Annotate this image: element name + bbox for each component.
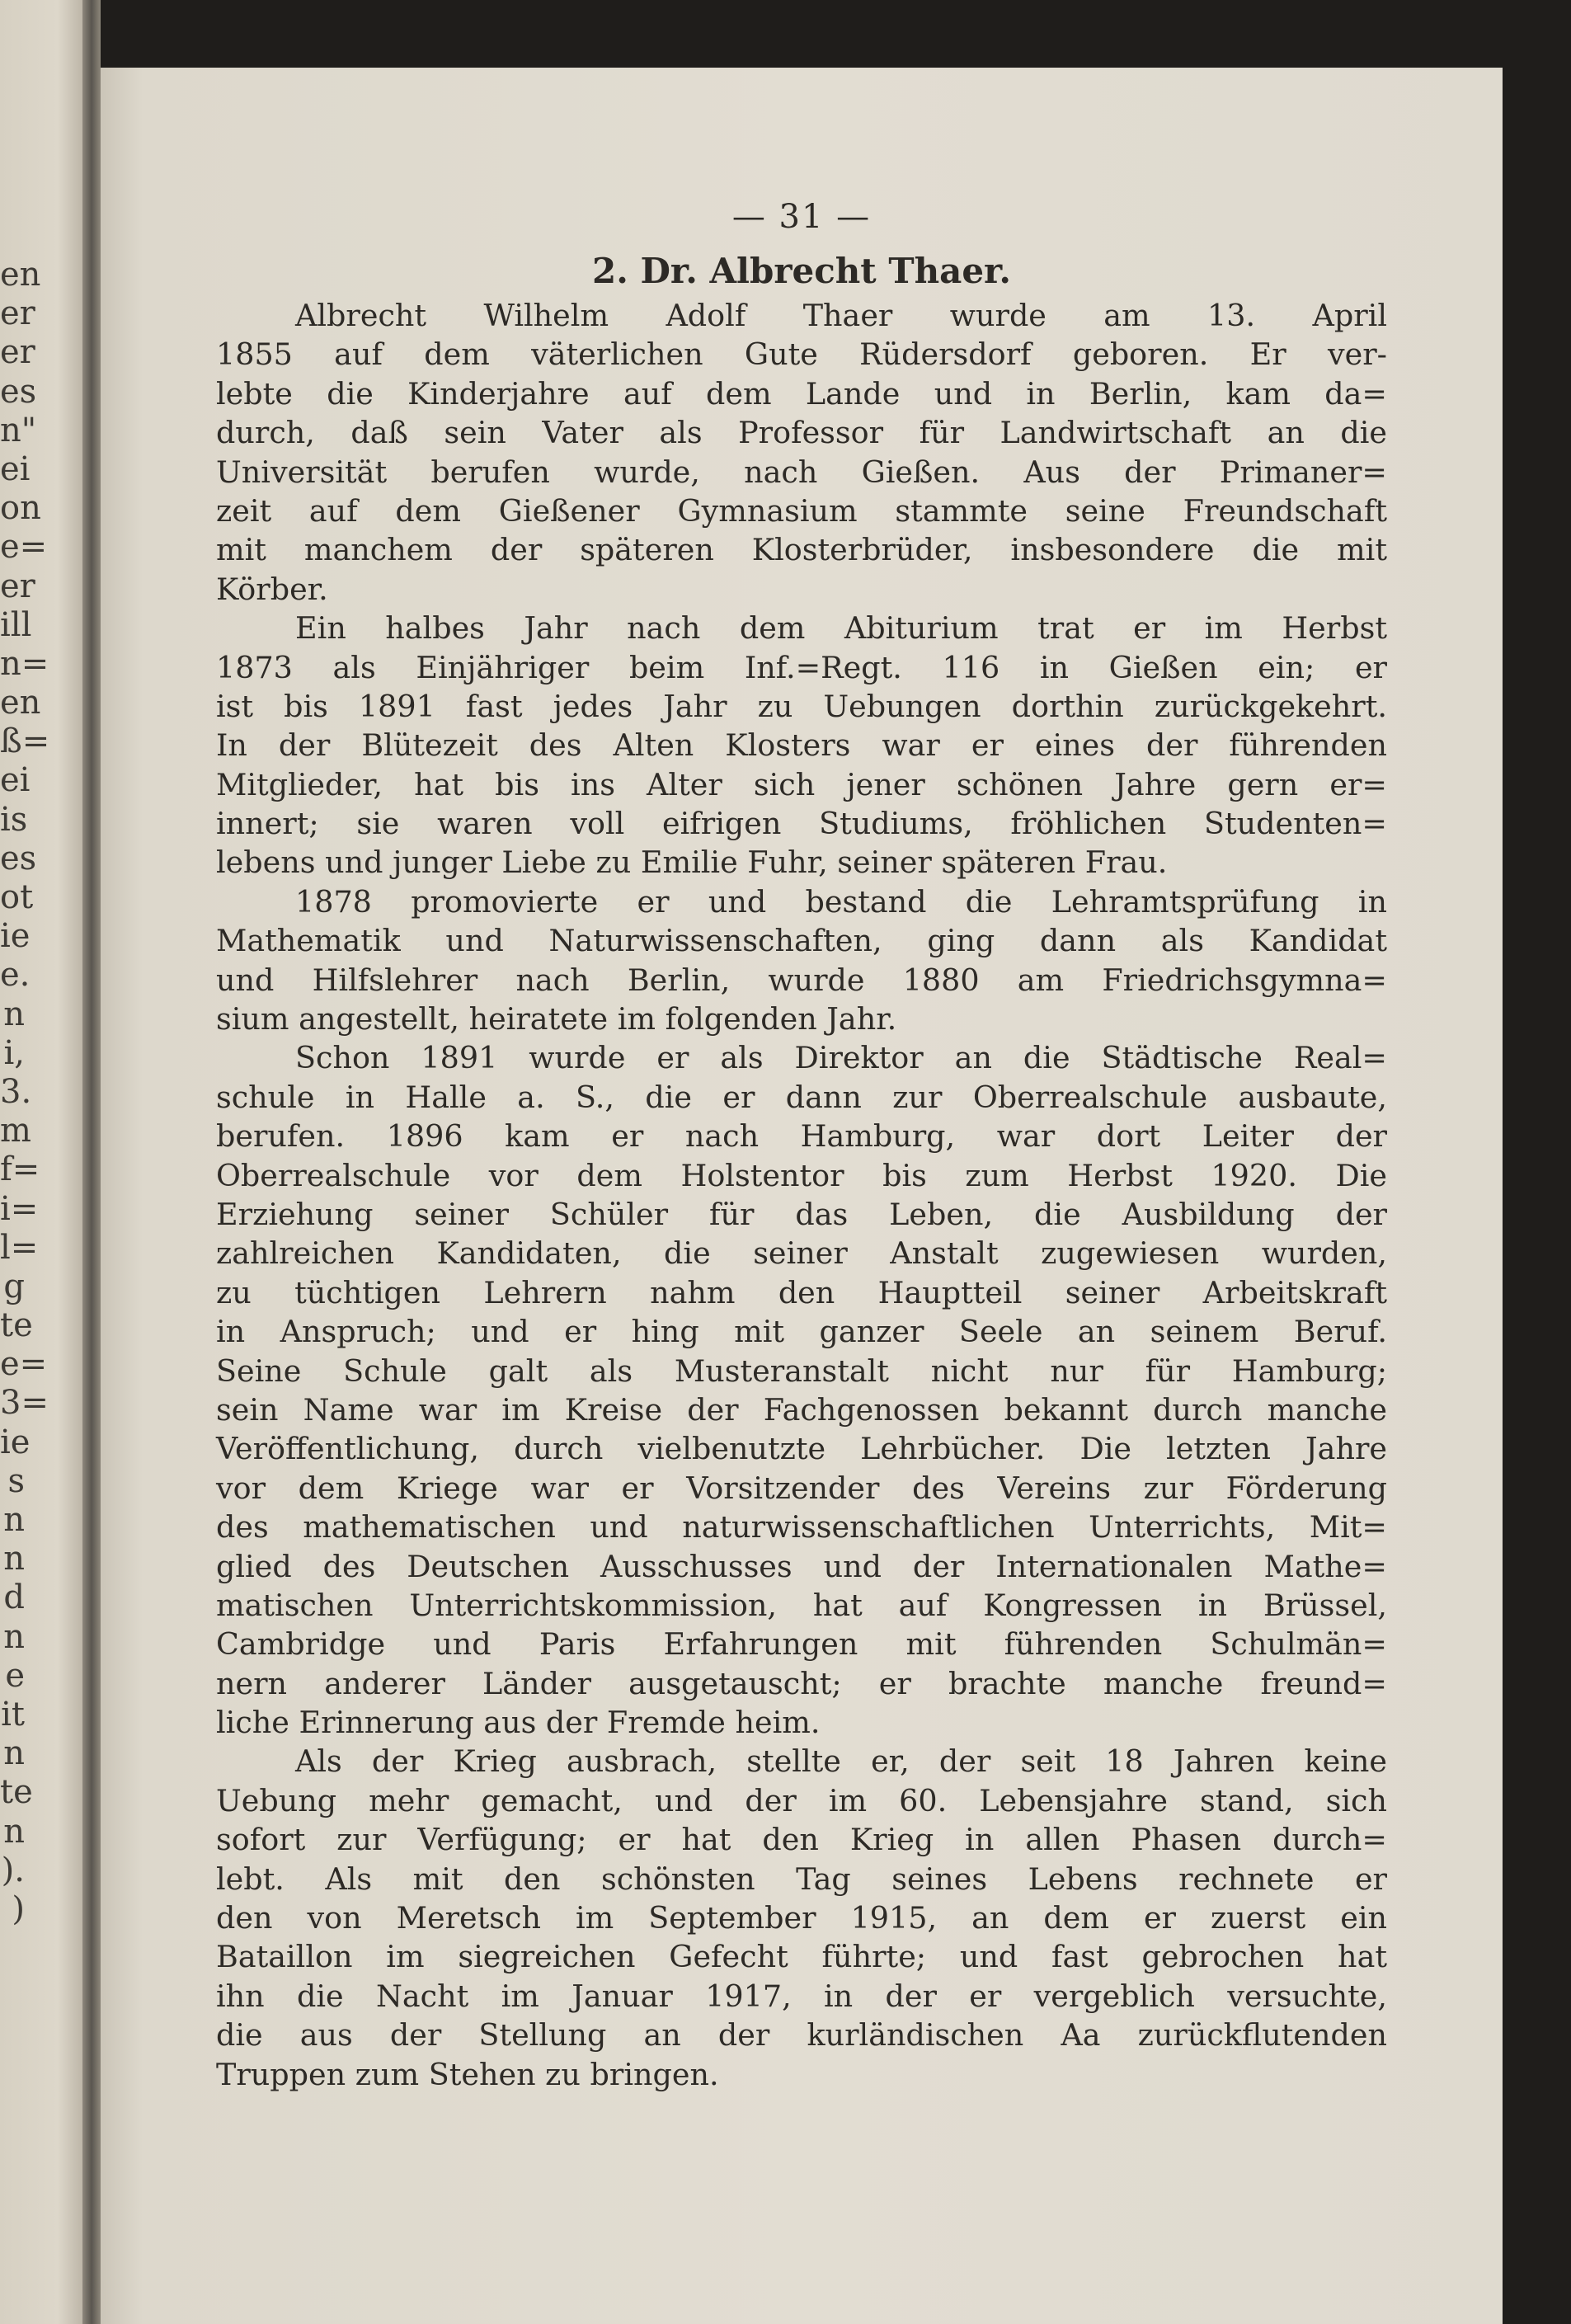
text-line: und Hilfslehrer nach Berlin, wurde 1880 am Friedrichsgymna= (216, 962, 1387, 998)
text-line: ihn die Nacht im Januar 1917, in der er vergeblich versuchte, (216, 1978, 1387, 2014)
facing-page-fragment: n" (0, 411, 37, 449)
book-page (101, 68, 1503, 2324)
facing-page-fragment: f= (0, 1150, 40, 1189)
text-line: Albrecht Wilhelm Adolf Thaer wurde am 13. April (295, 298, 1387, 333)
text-line: lebens und junger Liebe zu Emilie Fuhr, seiner späteren Frau. (216, 844, 1168, 881)
facing-page-fragment: e= (0, 528, 48, 567)
text-line: berufen. 1896 kam er nach Hamburg, war dort Leiter der (216, 1118, 1387, 1155)
text-line: schule in Halle a. S., die er dann zur Oberrealschule ausbaute, (216, 1079, 1387, 1115)
text-line: Mitglieder, hat bis ins Alter sich jener schönen Jahre gern er= (216, 766, 1387, 802)
facing-page-fragment: n (3, 1501, 25, 1539)
facing-page-fragment: es (0, 372, 37, 411)
paragraph (216, 1038, 1387, 1742)
text-line: matischen Unterrichtskommission, hat auf Kongressen in Brüssel, (216, 1587, 1387, 1623)
facing-page-fragment: 3= (0, 1384, 49, 1423)
text-line: zeit auf dem Gießener Gymnasium stammte seine Freundschaft (216, 492, 1387, 529)
section-heading: 2. Dr. Albrecht Thaer. (592, 251, 1011, 291)
facing-page-fragment: ot (0, 878, 34, 916)
text-line: den von Meretsch im September 1915, an dem er zuerst ein (216, 1900, 1387, 1936)
facing-page-fragment: n (3, 1540, 25, 1578)
facing-page-fragment: i, (3, 1033, 25, 1072)
text-line: sium angestellt, heiratete im folgenden Jahr. (216, 1001, 897, 1037)
text-line: des mathematischen und naturwissenschaftlichen Unterrichts, Mit= (216, 1509, 1387, 1545)
facing-page-fragment: ) (12, 1889, 25, 1928)
facing-page-fragment: l= (0, 1228, 39, 1267)
text-line: zu tüchtigen Lehrern nahm den Hauptteil seiner Arbeitskraft (216, 1274, 1387, 1310)
text-line: zahlreichen Kandidaten, die seiner Anstalt zugewiesen wurden, (216, 1235, 1387, 1272)
text-line: die aus der Stellung an der kurländischen Aa zurückflutenden (216, 2017, 1387, 2053)
text-line: In der Blütezeit des Alten Klosters war er eines der führenden (216, 727, 1387, 764)
text-line: Mathematik und Naturwissenschaften, ging dann als Kandidat (216, 923, 1387, 959)
facing-page-fragment: ei (0, 761, 31, 800)
text-line: 1878 promovierte er und bestand die Lehramtsprüfung in (295, 883, 1387, 920)
text-line: lebt. Als mit den schönsten Tag seines Lebens rechnete er (216, 1861, 1387, 1897)
text-line: lebte die Kinderjahre auf dem Lande und in Berlin, kam da= (216, 375, 1387, 412)
book-gutter (82, 0, 101, 2324)
facing-page-fragment: m (0, 1112, 31, 1150)
text-line: 1873 als Einjähriger beim Inf.=Regt. 116 in Gießen ein; er (216, 649, 1387, 685)
facing-page-fragment: s (7, 1461, 25, 1500)
facing-page-fragment: en (0, 684, 41, 722)
facing-page-fragment: e= (0, 1345, 48, 1384)
body-text (216, 296, 1387, 2094)
text-line: Ein halbes Jahr nach dem Abiturium trat er im Herbst (295, 610, 1387, 647)
facing-page-text-fragments (0, 256, 50, 1929)
text-line: innert; sie waren voll eifrigen Studiums, fröhlichen Studenten= (216, 806, 1387, 842)
paragraph (216, 1742, 1387, 2094)
facing-page-fragment: ie (0, 1423, 31, 1461)
text-line: mit manchem der späteren Klosterbrüder, insbesondere die mit (216, 532, 1387, 568)
text-line: in Anspruch; und er hing mit ganzer Seele an seinem Beruf. (216, 1314, 1387, 1350)
text-line: liche Erinnerung aus der Fremde heim. (216, 1705, 821, 1741)
text-line: Als der Krieg ausbrach, stellte er, der seit 18 Jahren keine (295, 1743, 1387, 1780)
paragraph (216, 882, 1387, 1039)
facing-page-fragment: ill (0, 605, 32, 644)
text-line: Körber. (216, 571, 328, 607)
facing-page-fragment: on (0, 489, 41, 528)
text-line: Erziehung seiner Schüler für das Leben, die Ausbildung der (216, 1196, 1387, 1232)
text-line: Truppen zum Stehen zu bringen. (216, 2056, 719, 2092)
facing-page-fragment: es (0, 839, 37, 877)
facing-page-fragment: er (0, 294, 35, 333)
paragraph (216, 296, 1387, 609)
text-line: Schon 1891 wurde er als Direktor an die Städtische Real= (295, 1040, 1387, 1076)
facing-page-fragment: e (5, 1656, 25, 1695)
text-line: Seine Schule galt als Musteranstalt nicht nur für Hamburg; (216, 1353, 1387, 1389)
facing-page-fragment: er (0, 567, 35, 605)
facing-page-fragment: n (3, 1812, 25, 1851)
facing-page-fragment: ). (1, 1851, 25, 1889)
page-number: — 31 — (731, 198, 872, 236)
facing-page-fragment: it (1, 1695, 25, 1734)
paragraph (216, 609, 1387, 882)
text-line: Cambridge und Paris Erfahrungen mit führenden Schulmän= (216, 1626, 1387, 1663)
text-line: sofort zur Verfügung; er hat den Krieg in allen Phasen durch= (216, 1822, 1387, 1858)
text-line: Veröffentlichung, durch vielbenutzte Lehrbücher. Die letzten Jahre (216, 1431, 1387, 1467)
text-line: 1855 auf dem väterlichen Gute Rüdersdorf geboren. Er ver- (216, 336, 1387, 373)
facing-page-fragment: is (0, 800, 28, 839)
facing-page-fragment: ie (0, 917, 31, 956)
text-line: ist bis 1891 fast jedes Jahr zu Uebungen dorthin zurückgekehrt. (216, 688, 1387, 724)
text-line: glied des Deutschen Ausschusses und der Internationalen Mathe= (216, 1548, 1387, 1584)
facing-page-fragment: n (3, 1734, 25, 1773)
text-line: sein Name war im Kreise der Fachgenossen bekannt durch manche (216, 1391, 1387, 1428)
facing-page-fragment: n= (0, 644, 49, 683)
facing-page (0, 0, 82, 2324)
facing-page-fragment: n (3, 1617, 25, 1656)
text-line: Oberrealschule vor dem Holstentor bis zum Herbst 1920. Die (216, 1157, 1387, 1193)
facing-page-fragment: n (3, 995, 25, 1033)
text-line: Uebung mehr gemacht, und der im 60. Lebensjahre stand, sich (216, 1782, 1387, 1818)
text-line: durch, daß sein Vater als Professor für Landwirtschaft an die (216, 415, 1387, 451)
facing-page-fragment: en (0, 256, 41, 294)
facing-page-fragment: i= (0, 1189, 39, 1228)
facing-page-fragment: e. (0, 956, 31, 995)
facing-page-fragment: er (0, 333, 35, 372)
facing-page-fragment: d (3, 1578, 25, 1617)
text-line: Bataillon im siegreichen Gefecht führte; und fast gebrochen hat (216, 1939, 1387, 1975)
facing-page-fragment: te (0, 1306, 33, 1345)
text-line: nern anderer Länder ausgetauscht; er brachte manche freund= (216, 1665, 1387, 1701)
facing-page-fragment: 3. (0, 1072, 32, 1111)
text-line: Universität berufen wurde, nach Gießen. Aus der Primaner= (216, 454, 1387, 490)
facing-page-fragment: ß= (0, 722, 50, 761)
page-text (216, 187, 1387, 2094)
facing-page-fragment: te (0, 1773, 33, 1812)
facing-page-fragment: g (3, 1267, 25, 1305)
facing-page-fragment: ei (0, 449, 31, 488)
text-line: vor dem Kriege war er Vorsitzender des Vereins zur Förderung (216, 1470, 1387, 1506)
